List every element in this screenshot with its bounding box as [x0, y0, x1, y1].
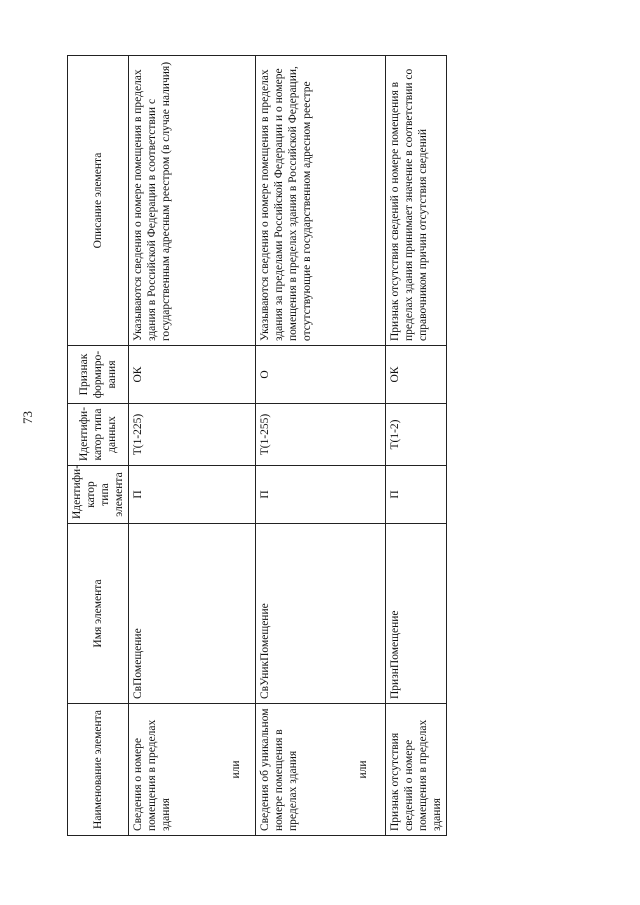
- cell-description: Указываются сведения о номере помещения в пределах здания за пределами Российской Федерации и о номере помещения в пределах здания в Российской Федерации, отсутствующие в государственном адресном реестре: [256, 56, 386, 346]
- or-separator: или: [357, 760, 370, 779]
- cell-element-type-id: П: [256, 466, 386, 524]
- header-element-name: Имя элемента: [68, 524, 129, 704]
- header-formation-flag: Признак формиро-вания: [68, 346, 129, 404]
- cell-description: Указываются сведения о номере помещения в пределах здания в Российской Федерации в соответствии с государственным адресным реестром (в случае наличия): [129, 56, 256, 346]
- element-title-text: Признак отсутствия сведений о номере помещения в пределах здания: [389, 719, 444, 831]
- cell-element-name: СвУникПомещение: [256, 524, 386, 704]
- table-row: [256, 56, 386, 836]
- header-element-title: Наименование элемента: [68, 704, 129, 836]
- cell-element-title: [256, 704, 386, 836]
- cell-element-type-id: П: [386, 466, 447, 524]
- cell-data-type-id: T(1-255): [256, 404, 386, 466]
- rotated-table-container: [67, 56, 443, 836]
- cell-formation-flag: OК: [386, 346, 447, 404]
- element-title-text: Сведения об уникальном номере помещения в пределах здания: [259, 708, 300, 831]
- elements-table: [67, 55, 447, 836]
- cell-element-type-id: П: [129, 466, 256, 524]
- or-separator: или: [230, 760, 243, 779]
- header-description: Описание элемента: [68, 56, 129, 346]
- cell-description: Признак отсутствия сведений о номере помещения в пределах здания принимает значение в соответствии со справочником причин отсутствия сведений: [386, 56, 447, 346]
- cell-data-type-id: T(1-2): [386, 404, 447, 466]
- header-element-type-id: Идентифи-катор типа элемента: [68, 466, 129, 524]
- cell-formation-flag: O: [256, 346, 386, 404]
- header-data-type-id: Идентифи-катор типа данных: [68, 404, 129, 466]
- cell-element-name: СвПомещение: [129, 524, 256, 704]
- table-row: [386, 56, 447, 836]
- table-row: [129, 56, 256, 836]
- page-number: 73: [20, 411, 35, 424]
- cell-data-type-id: T(1-225): [129, 404, 256, 466]
- table-header-row: [68, 56, 129, 836]
- cell-formation-flag: OК: [129, 346, 256, 404]
- element-title-text: Сведения о номере помещения в пределах здания: [132, 719, 173, 831]
- cell-element-name: ПризнПомещение: [386, 524, 447, 704]
- cell-element-title: [129, 704, 256, 836]
- cell-element-title: [386, 704, 447, 836]
